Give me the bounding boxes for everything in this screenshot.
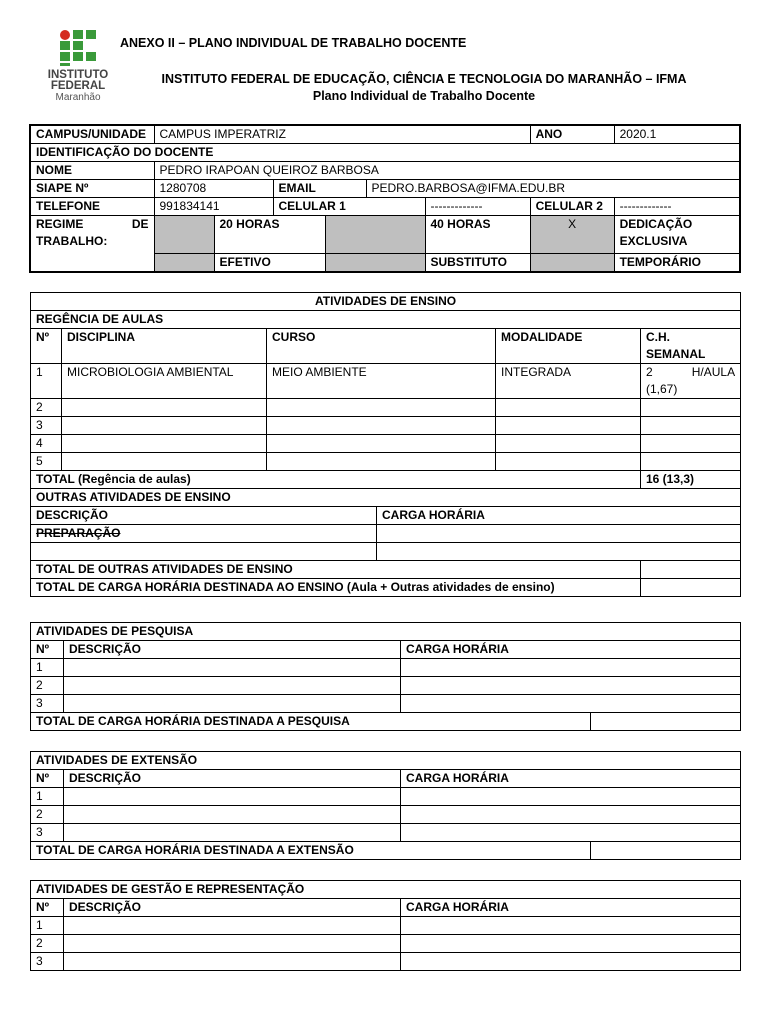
modalidade-cell[interactable] bbox=[496, 435, 641, 453]
col-curso-header: CURSO bbox=[267, 329, 496, 364]
outras-atividades-label: OUTRAS ATIVIDADES DE ENSINO bbox=[31, 489, 741, 507]
option-20-horas: 20 HORAS bbox=[214, 216, 325, 254]
descricao-header: DESCRIÇÃO bbox=[64, 899, 401, 917]
ano-value: 2020.1 bbox=[614, 125, 740, 144]
modalidade-cell[interactable] bbox=[496, 453, 641, 471]
total-pesquisa-value[interactable] bbox=[591, 713, 741, 731]
carga-horaria-header: CARGA HORÁRIA bbox=[401, 641, 741, 659]
table-row-n: 2 bbox=[31, 935, 64, 953]
identification-table bbox=[29, 124, 741, 273]
table-row-n: 2 bbox=[31, 677, 64, 695]
table-row-n: 3 bbox=[31, 695, 64, 713]
col-n-header: Nº bbox=[31, 770, 64, 788]
disciplina-cell[interactable] bbox=[62, 399, 267, 417]
carga-horaria-header: CARGA HORÁRIA bbox=[401, 899, 741, 917]
curso-cell[interactable] bbox=[267, 399, 496, 417]
total-ensino-value[interactable] bbox=[641, 579, 741, 597]
logo-text-maranhao: Maranhão bbox=[55, 92, 101, 103]
disciplina-cell[interactable] bbox=[62, 453, 267, 471]
table-row-n: 3 bbox=[31, 824, 64, 842]
curso-cell[interactable] bbox=[267, 435, 496, 453]
descricao-cell[interactable] bbox=[64, 788, 401, 806]
curso-cell[interactable] bbox=[267, 417, 496, 435]
extensao-title: ATIVIDADES DE EXTENSÃO bbox=[31, 752, 741, 770]
checkbox-40-horas[interactable] bbox=[325, 216, 425, 254]
descricao-cell[interactable] bbox=[64, 659, 401, 677]
celular2-label: CELULAR 2 bbox=[530, 198, 614, 216]
pesquisa-title: ATIVIDADES DE PESQUISA bbox=[31, 623, 741, 641]
descricao-cell[interactable] bbox=[31, 543, 377, 561]
option-dedicacao-exclusiva: DEDICAÇÃO EXCLUSIVA bbox=[614, 216, 740, 254]
checkbox-dedicacao-exclusiva[interactable]: X bbox=[530, 216, 614, 254]
campus-label: CAMPUS/UNIDADE bbox=[30, 125, 154, 144]
total-extensao-label: TOTAL DE CARGA HORÁRIA DESTINADA A EXTENSÃO bbox=[31, 842, 591, 860]
ensino-title: ATIVIDADES DE ENSINO bbox=[31, 293, 741, 311]
nome-value: PEDRO IRAPOAN QUEIROZ BARBOSA bbox=[154, 162, 740, 180]
carga-cell[interactable] bbox=[401, 677, 741, 695]
curso-cell[interactable] bbox=[267, 453, 496, 471]
option-temporario: TEMPORÁRIO bbox=[614, 254, 740, 273]
ch-cell[interactable] bbox=[641, 435, 741, 453]
col-n-header: Nº bbox=[31, 329, 62, 364]
disciplina-cell[interactable] bbox=[62, 417, 267, 435]
modalidade-cell: INTEGRADA bbox=[496, 364, 641, 399]
table-row-n: 1 bbox=[31, 917, 64, 935]
table-row-n: 1 bbox=[31, 788, 64, 806]
checkbox-substituto[interactable] bbox=[325, 254, 425, 273]
logo-text-instituto: INSTITUTO bbox=[47, 69, 109, 81]
total-extensao-value[interactable] bbox=[591, 842, 741, 860]
total-outras-label: TOTAL DE OUTRAS ATIVIDADES DE ENSINO bbox=[31, 561, 641, 579]
table-row-n: 2 bbox=[31, 399, 62, 417]
total-outras-value[interactable] bbox=[641, 561, 741, 579]
ano-label: ANO bbox=[530, 125, 614, 144]
carga-cell[interactable] bbox=[401, 806, 741, 824]
carga-horaria-header: CARGA HORÁRIA bbox=[401, 770, 741, 788]
table-row-n: 1 bbox=[31, 659, 64, 677]
table-row-n: 1 bbox=[31, 364, 62, 399]
checkbox-efetivo[interactable] bbox=[154, 254, 214, 273]
col-ch-header: C.H. SEMANAL bbox=[641, 329, 741, 364]
checkbox-20-horas[interactable] bbox=[154, 216, 214, 254]
disciplina-cell[interactable] bbox=[62, 435, 267, 453]
email-value: PEDRO.BARBOSA@IFMA.EDU.BR bbox=[366, 180, 740, 198]
descricao-cell[interactable] bbox=[64, 935, 401, 953]
gestao-table bbox=[30, 880, 741, 971]
siape-label: SIAPE Nº bbox=[30, 180, 154, 198]
total-ensino-label: TOTAL DE CARGA HORÁRIA DESTINADA AO ENSINO (Aula + Outras atividades de ensino) bbox=[31, 579, 641, 597]
campus-value: CAMPUS IMPERATRIZ bbox=[154, 125, 530, 144]
ensino-table bbox=[30, 292, 741, 597]
disciplina-cell: MICROBIOLOGIA AMBIENTAL bbox=[62, 364, 267, 399]
option-40-horas: 40 HORAS bbox=[425, 216, 530, 254]
col-modalidade-header: MODALIDADE bbox=[496, 329, 641, 364]
descricao-header: DESCRIÇÃO bbox=[64, 641, 401, 659]
logo-text-federal: FEDERAL bbox=[50, 80, 106, 92]
total-pesquisa-label: TOTAL DE CARGA HORÁRIA DESTINADA A PESQUISA bbox=[31, 713, 591, 731]
descricao-cell[interactable] bbox=[64, 953, 401, 971]
table-row-n: 2 bbox=[31, 806, 64, 824]
identification-section-label: IDENTIFICAÇÃO DO DOCENTE bbox=[30, 144, 740, 162]
carga-cell[interactable] bbox=[377, 543, 741, 561]
total-regencia-value: 16 (13,3) bbox=[641, 471, 741, 489]
telefone-value: 991834141 bbox=[154, 198, 273, 216]
ch-cell[interactable] bbox=[641, 453, 741, 471]
institution-title: INSTITUTO FEDERAL DE EDUCAÇÃO, CIÊNCIA E TECNOLOGIA DO MARANHÃO – IFMA bbox=[161, 72, 687, 86]
checkbox-temporario[interactable] bbox=[530, 254, 614, 273]
table-row-n: 3 bbox=[31, 953, 64, 971]
modalidade-cell[interactable] bbox=[496, 399, 641, 417]
carga-cell[interactable] bbox=[401, 953, 741, 971]
gestao-title: ATIVIDADES DE GESTÃO E REPRESENTAÇÃO bbox=[31, 881, 741, 899]
document-subtitle: Plano Individual de Trabalho Docente bbox=[312, 89, 536, 103]
carga-cell[interactable] bbox=[401, 824, 741, 842]
total-regencia-label: TOTAL (Regência de aulas) bbox=[31, 471, 641, 489]
table-row-n: 3 bbox=[31, 417, 62, 435]
col-n-header: Nº bbox=[31, 899, 64, 917]
col-disciplina-header: DISCIPLINA bbox=[62, 329, 267, 364]
celular1-label: CELULAR 1 bbox=[273, 198, 425, 216]
descricao-cell[interactable] bbox=[64, 677, 401, 695]
carga-cell[interactable] bbox=[401, 788, 741, 806]
ch-cell[interactable] bbox=[641, 417, 741, 435]
curso-cell: MEIO AMBIENTE bbox=[267, 364, 496, 399]
descricao-header: DESCRIÇÃO bbox=[64, 770, 401, 788]
siape-value: 1280708 bbox=[154, 180, 273, 198]
regime-label: REGIME DE TRABALHO: bbox=[30, 216, 154, 273]
email-label: EMAIL bbox=[273, 180, 366, 198]
preparacao-cell: PREPARAÇÃO bbox=[31, 525, 377, 543]
annex-title: ANEXO II – PLANO INDIVIDUAL DE TRABALHO DOCENTE bbox=[120, 36, 467, 50]
extensao-table bbox=[30, 751, 741, 860]
pesquisa-table bbox=[30, 622, 741, 731]
celular1-value: ------------- bbox=[425, 198, 530, 216]
carga-cell[interactable] bbox=[401, 917, 741, 935]
celular2-value: ------------- bbox=[614, 198, 740, 216]
descricao-cell[interactable] bbox=[64, 917, 401, 935]
carga-horaria-header: CARGA HORÁRIA bbox=[377, 507, 741, 525]
logo-mark-icon bbox=[60, 30, 100, 62]
carga-cell[interactable] bbox=[401, 935, 741, 953]
telefone-label: TELEFONE bbox=[30, 198, 154, 216]
ch-cell: 2 H/AULA (1,67) bbox=[641, 364, 741, 399]
option-efetivo: EFETIVO bbox=[214, 254, 325, 273]
modalidade-cell[interactable] bbox=[496, 417, 641, 435]
descricao-cell[interactable] bbox=[64, 824, 401, 842]
nome-label: NOME bbox=[30, 162, 154, 180]
table-row-n: 5 bbox=[31, 453, 62, 471]
table-row-n: 4 bbox=[31, 435, 62, 453]
descricao-cell[interactable] bbox=[64, 695, 401, 713]
descricao-header: DESCRIÇÃO bbox=[31, 507, 377, 525]
preparacao-carga-cell[interactable] bbox=[377, 525, 741, 543]
carga-cell[interactable] bbox=[401, 695, 741, 713]
carga-cell[interactable] bbox=[401, 659, 741, 677]
col-n-header: Nº bbox=[31, 641, 64, 659]
ch-cell[interactable] bbox=[641, 399, 741, 417]
regencia-label: REGÊNCIA DE AULAS bbox=[31, 311, 741, 329]
descricao-cell[interactable] bbox=[64, 806, 401, 824]
option-substituto: SUBSTITUTO bbox=[425, 254, 530, 273]
